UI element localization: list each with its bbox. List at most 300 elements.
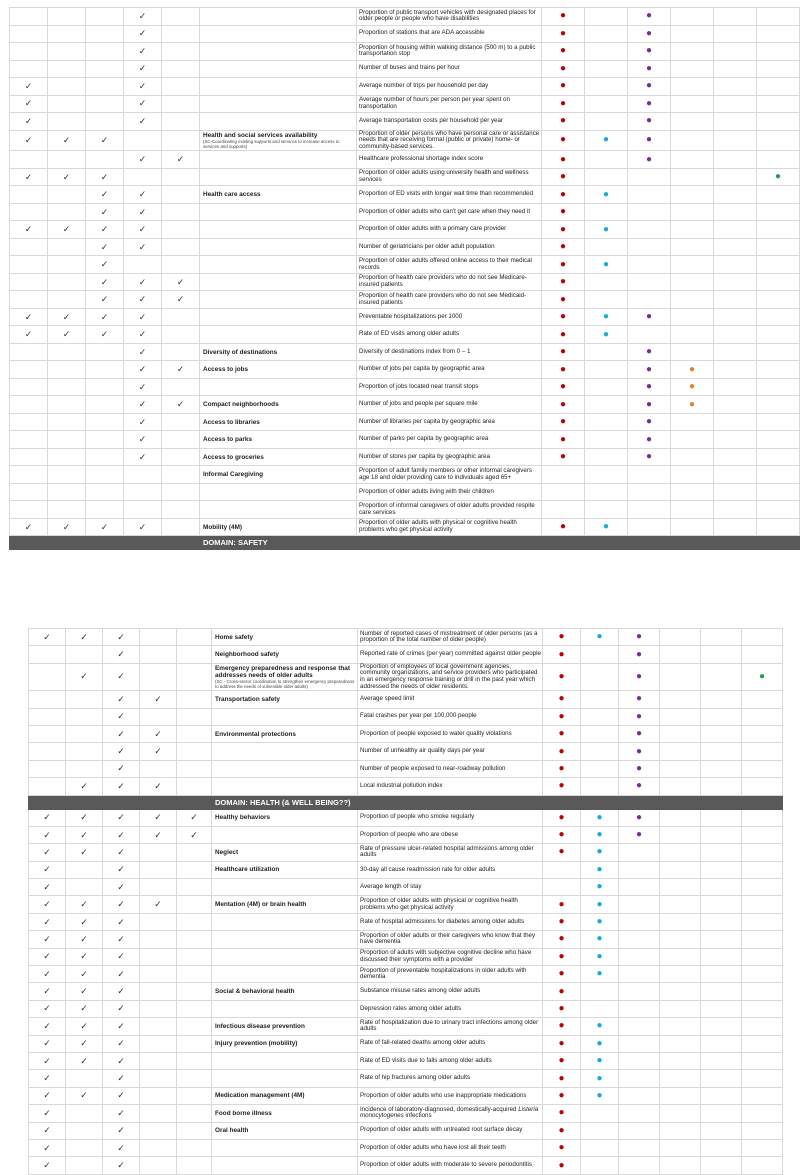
check-cell [48, 378, 86, 396]
dot-cell [585, 78, 628, 96]
dot-cell [660, 1052, 701, 1069]
category-cell [212, 948, 358, 965]
check-mark-icon: ✓ [80, 631, 88, 642]
check-cell [103, 948, 140, 965]
red-dot-icon: ● [558, 762, 565, 774]
category-cell [200, 238, 357, 256]
table-row [10, 326, 800, 344]
dot-cell [757, 151, 800, 169]
table-row [10, 60, 800, 78]
blue-dot-icon: ● [596, 968, 603, 980]
table-row [29, 691, 783, 708]
check-mark-icon: ✓ [80, 829, 88, 840]
indicator-cell [358, 725, 543, 742]
dot-cell [628, 43, 671, 61]
dot-cell [660, 844, 701, 861]
table-row [29, 809, 783, 826]
check-mark-icon: ✓ [117, 812, 125, 823]
indicator-cell [358, 931, 543, 948]
indicator-text: Proportion of older adults with moderate to severe periodontitis [360, 1161, 532, 1169]
check-cell [10, 291, 48, 309]
check-cell [29, 1157, 66, 1174]
check-cell [177, 948, 212, 965]
table-row [10, 518, 800, 536]
check-mark-icon: ✓ [43, 631, 51, 642]
check-cell [10, 361, 48, 379]
indicator-text: Proportion of older adults or their caregivers who know that they have dementia [360, 931, 536, 946]
purple-dot-icon: ● [645, 416, 653, 428]
check-cell [177, 646, 212, 663]
dot-cell [701, 1157, 742, 1174]
table-row [29, 725, 783, 742]
check-mark-icon: ✓ [117, 1020, 125, 1031]
check-cell [124, 78, 162, 96]
check-cell [162, 256, 200, 274]
dot-cell [701, 1105, 742, 1122]
red-dot-icon: ● [559, 311, 567, 323]
dot-cell [671, 8, 714, 26]
red-dot-icon: ● [558, 898, 565, 910]
check-cell [162, 326, 200, 344]
dot-cell [619, 948, 660, 965]
indicator-cell [357, 466, 542, 484]
check-cell [10, 8, 48, 26]
dot-cell [542, 396, 585, 414]
indicator-text: Incidence of laboratory-diagnosed, domestically-acquired [360, 1105, 517, 1113]
check-cell [10, 431, 48, 449]
check-cell [162, 130, 200, 151]
table-row [29, 760, 783, 777]
dot-cell [714, 273, 757, 291]
check-cell [86, 396, 124, 414]
check-mark-icon: ✓ [100, 134, 109, 145]
blue-dot-icon: ● [596, 1020, 603, 1032]
category-cell [212, 861, 358, 878]
dot-cell [660, 896, 701, 913]
dot-cell [619, 1122, 660, 1139]
check-cell [10, 238, 48, 256]
indicator-text: Number of parks per capita by geographic area [359, 435, 489, 443]
category-cell [212, 629, 358, 646]
check-mark-icon: ✓ [117, 1090, 125, 1101]
check-mark-icon: ✓ [43, 1038, 51, 1049]
dot-cell [660, 1122, 701, 1139]
check-mark-icon: ✓ [43, 1003, 51, 1014]
dot-cell [628, 343, 671, 361]
category-cell [212, 896, 358, 913]
indicator-text: Proportion of older persons who have personal care or assistance needs that are receiving formal (public or private) home- or community-based services. [359, 129, 540, 150]
dot-cell [585, 95, 628, 113]
check-mark-icon: ✓ [43, 1090, 51, 1101]
indicator-cell [358, 663, 543, 690]
dot-cell [581, 663, 619, 690]
dot-cell [585, 113, 628, 131]
dot-cell [701, 948, 742, 965]
dot-cell [628, 186, 671, 204]
category-cell [212, 983, 358, 1000]
indicator-text: Proportion of health care providers who do not see Medicaid-insured patients [359, 291, 527, 306]
check-mark-icon: ✓ [117, 899, 125, 910]
dot-cell [660, 931, 701, 948]
dot-cell [671, 168, 714, 186]
dot-cell [628, 256, 671, 274]
check-cell [86, 256, 124, 274]
red-dot-icon: ● [559, 416, 567, 428]
check-cell [177, 1157, 212, 1174]
dot-cell [619, 629, 660, 646]
check-cell [66, 663, 103, 690]
dot-cell [701, 879, 742, 896]
category-cell [212, 1087, 358, 1104]
orange-dot-icon: ● [688, 363, 696, 375]
check-cell [103, 708, 140, 725]
indicator-text: Proportion of employees of local government agencies, community organizations, and service providers who participated in an emergency response training or drill in the past year which addressed the needs of older residents. [360, 662, 538, 690]
blue-dot-icon: ● [602, 223, 610, 235]
purple-dot-icon: ● [635, 762, 643, 774]
dot-cell [619, 861, 660, 878]
category-cell [200, 361, 357, 379]
category-cell [200, 326, 357, 344]
dot-cell [714, 413, 757, 431]
check-cell [177, 983, 212, 1000]
red-dot-icon: ● [558, 1020, 565, 1032]
check-mark-icon: ✓ [138, 329, 147, 340]
dot-cell [628, 396, 671, 414]
dot-cell [543, 896, 581, 913]
check-cell [29, 691, 66, 708]
blue-dot-icon: ● [602, 311, 610, 323]
dot-cell [742, 1018, 783, 1035]
check-mark-icon: ✓ [117, 933, 125, 944]
purple-dot-icon: ● [645, 433, 653, 445]
category-label: Informal Caregiving [203, 471, 264, 479]
indicator-text: Proportion of adult family members or other informal caregivers age 18 and older providing care to individuals aged 65+ [359, 466, 532, 481]
check-cell [162, 343, 200, 361]
dot-cell [543, 1035, 581, 1052]
purple-dot-icon: ● [645, 398, 653, 410]
indicator-text: Number of libraries per capita by geographic area [359, 417, 495, 425]
check-cell [124, 343, 162, 361]
check-cell [124, 203, 162, 221]
table-row [10, 221, 800, 239]
red-dot-icon: ● [559, 115, 567, 127]
red-dot-icon: ● [558, 1072, 565, 1084]
dot-cell [701, 1018, 742, 1035]
dot-cell [671, 256, 714, 274]
purple-dot-icon: ● [645, 97, 653, 109]
indicator-cell [358, 743, 543, 760]
check-mark-icon: ✓ [62, 134, 71, 145]
check-cell [48, 326, 86, 344]
check-mark-icon: ✓ [138, 346, 147, 357]
check-mark-icon: ✓ [100, 329, 109, 340]
check-cell [48, 186, 86, 204]
check-cell [124, 291, 162, 309]
check-cell [48, 518, 86, 536]
category-label: Access to jobs [203, 366, 249, 374]
dot-cell [581, 844, 619, 861]
indicator-table-part-1-body [10, 8, 800, 550]
dot-cell [757, 43, 800, 61]
purple-dot-icon: ● [645, 451, 653, 463]
check-mark-icon: ✓ [117, 864, 125, 875]
check-cell [10, 326, 48, 344]
check-mark-icon: ✓ [138, 276, 147, 287]
check-mark-icon: ✓ [138, 294, 147, 305]
check-cell [103, 1105, 140, 1122]
dot-cell [714, 256, 757, 274]
check-cell [48, 396, 86, 414]
dot-cell [542, 186, 585, 204]
check-cell [140, 691, 177, 708]
check-mark-icon: ✓ [138, 80, 147, 91]
check-cell [29, 778, 66, 795]
red-dot-icon: ● [558, 1055, 565, 1067]
table-row [29, 826, 783, 843]
blue-dot-icon: ● [602, 328, 610, 340]
table-row [10, 256, 800, 274]
check-cell [103, 691, 140, 708]
check-cell [29, 1122, 66, 1139]
dot-cell [585, 43, 628, 61]
dot-cell [542, 60, 585, 78]
indicator-cell [358, 778, 543, 795]
dot-cell [701, 1070, 742, 1087]
check-mark-icon: ✓ [100, 189, 109, 200]
check-mark-icon: ✓ [117, 1142, 125, 1153]
check-mark-icon: ✓ [117, 1038, 125, 1049]
check-cell [66, 1018, 103, 1035]
dot-cell [757, 518, 800, 536]
domain-spacer [29, 795, 212, 809]
domain-label: DOMAIN: HEALTH (& WELL BEING??) [212, 795, 543, 809]
check-mark-icon: ✓ [80, 846, 88, 857]
dot-cell [660, 629, 701, 646]
check-cell [103, 646, 140, 663]
dot-cell [585, 25, 628, 43]
dot-cell [714, 308, 757, 326]
check-cell [162, 413, 200, 431]
check-cell [29, 896, 66, 913]
indicator-cell [358, 1157, 543, 1174]
category-cell [200, 518, 357, 536]
check-mark-icon: ✓ [100, 521, 109, 532]
red-dot-icon: ● [558, 1142, 565, 1154]
category-cell [212, 760, 358, 777]
check-cell [162, 291, 200, 309]
dot-cell [714, 466, 757, 484]
category-label: Compact neighborhoods [203, 401, 279, 409]
check-cell [29, 879, 66, 896]
dot-cell [660, 826, 701, 843]
dot-cell [714, 95, 757, 113]
check-mark-icon: ✓ [100, 276, 109, 287]
dot-cell [701, 844, 742, 861]
dot-cell [619, 1139, 660, 1156]
dot-cell [714, 43, 757, 61]
check-cell [86, 43, 124, 61]
check-mark-icon: ✓ [154, 780, 162, 791]
check-cell [66, 1105, 103, 1122]
indicator-cell [358, 760, 543, 777]
check-cell [86, 130, 124, 151]
domain-spacer [10, 536, 200, 550]
check-mark-icon: ✓ [154, 693, 162, 704]
indicator-text: Number of people exposed to near-roadway pollution [360, 764, 506, 772]
category-label: Mobility (4M) [203, 523, 243, 531]
check-cell [48, 168, 86, 186]
check-cell [29, 983, 66, 1000]
dot-cell [742, 809, 783, 826]
check-cell [86, 25, 124, 43]
indicator-text: Number of jobs and people per square mile [359, 400, 478, 408]
dot-cell [543, 691, 581, 708]
dot-cell [542, 78, 585, 96]
red-dot-icon: ● [559, 363, 567, 375]
dot-cell [619, 691, 660, 708]
check-cell [177, 809, 212, 826]
purple-dot-icon: ● [645, 62, 653, 74]
red-dot-icon: ● [558, 1124, 565, 1136]
dot-cell [581, 691, 619, 708]
check-mark-icon: ✓ [43, 1055, 51, 1066]
indicator-cell [358, 913, 543, 930]
check-cell [177, 966, 212, 983]
check-cell [124, 256, 162, 274]
check-cell [29, 1087, 66, 1104]
category-label: Access to groceries [203, 453, 264, 461]
dot-cell [581, 1000, 619, 1017]
check-cell [48, 256, 86, 274]
blue-dot-icon: ● [596, 1055, 603, 1067]
category-cell [200, 256, 357, 274]
check-mark-icon: ✓ [24, 80, 33, 91]
dot-cell [585, 256, 628, 274]
check-cell [103, 778, 140, 795]
indicator-text: Number of reported cases of mistreatment of older persons (as a proportion of the total number of older people) [360, 629, 538, 644]
category-cell [200, 396, 357, 414]
check-cell [162, 8, 200, 26]
check-cell [162, 221, 200, 239]
indicator-cell [357, 8, 542, 26]
check-cell [29, 931, 66, 948]
check-cell [29, 725, 66, 742]
check-cell [10, 396, 48, 414]
check-cell [10, 78, 48, 96]
dot-cell [671, 25, 714, 43]
check-cell [124, 43, 162, 61]
dot-cell [757, 273, 800, 291]
check-mark-icon: ✓ [100, 171, 109, 182]
check-cell [177, 879, 212, 896]
dot-cell [757, 130, 800, 151]
category-cell [212, 646, 358, 663]
check-mark-icon: ✓ [43, 1073, 51, 1084]
dot-cell [742, 646, 783, 663]
dot-cell [714, 78, 757, 96]
table-row [29, 1018, 783, 1035]
table-row [10, 238, 800, 256]
dot-cell [542, 326, 585, 344]
dot-cell [542, 466, 585, 484]
dot-cell [543, 983, 581, 1000]
check-mark-icon: ✓ [43, 899, 51, 910]
dot-cell [714, 326, 757, 344]
dot-cell [701, 1052, 742, 1069]
table-row [10, 501, 800, 519]
dot-cell [619, 1000, 660, 1017]
check-cell [124, 25, 162, 43]
red-dot-icon: ● [559, 223, 567, 235]
indicator-cell [357, 343, 542, 361]
indicator-text: Proportion of adults with subjective cognitive decline who have discussed their symptoms with a provider [360, 949, 532, 963]
check-mark-icon: ✓ [24, 329, 33, 340]
category-label: Health care access [203, 191, 261, 199]
check-mark-icon: ✓ [138, 189, 147, 200]
table-row [29, 646, 783, 663]
table-row [29, 1105, 783, 1122]
dot-cell [619, 931, 660, 948]
check-cell [29, 1139, 66, 1156]
category-cell [200, 413, 357, 431]
check-mark-icon: ✓ [154, 812, 162, 823]
check-mark-icon: ✓ [138, 224, 147, 235]
dot-cell [757, 25, 800, 43]
table-row [29, 1000, 783, 1017]
check-cell [48, 130, 86, 151]
table-row [29, 983, 783, 1000]
check-cell [86, 113, 124, 131]
dot-cell [581, 826, 619, 843]
dot-cell [742, 844, 783, 861]
indicator-cell [357, 95, 542, 113]
red-dot-icon: ● [559, 45, 567, 57]
dot-cell [543, 1105, 581, 1122]
dot-cell [542, 448, 585, 466]
indicator-cell [357, 60, 542, 78]
indicator-text: Number of geriatricians per older adult population [359, 242, 495, 250]
red-dot-icon: ● [558, 1159, 565, 1171]
check-cell [140, 1087, 177, 1104]
dot-cell [581, 1105, 619, 1122]
red-dot-icon: ● [559, 62, 567, 74]
check-cell [103, 725, 140, 742]
indicator-cell [357, 238, 542, 256]
purple-dot-icon: ● [635, 693, 643, 705]
category-cell [212, 826, 358, 843]
indicator-text: Depression rates among older adults [360, 1004, 462, 1012]
red-dot-icon: ● [559, 97, 567, 109]
dot-cell [585, 483, 628, 501]
check-mark-icon: ✓ [43, 933, 51, 944]
check-cell [29, 826, 66, 843]
indicator-text: Number of buses and trains per hour [359, 64, 460, 72]
indicator-cell [358, 1070, 543, 1087]
check-cell [124, 326, 162, 344]
indicator-cell [358, 1018, 543, 1035]
check-cell [103, 861, 140, 878]
check-mark-icon: ✓ [43, 1160, 51, 1170]
category-note: (SC - Cross-sector coordination to strengthen emergency preparedness to address the needs of vulnerable older adults) [215, 678, 355, 689]
dot-cell [585, 466, 628, 484]
check-cell [10, 113, 48, 131]
dot-cell [543, 1157, 581, 1174]
check-cell [29, 646, 66, 663]
check-cell [162, 151, 200, 169]
check-cell [10, 60, 48, 78]
dot-cell [701, 896, 742, 913]
check-mark-icon: ✓ [138, 416, 147, 427]
